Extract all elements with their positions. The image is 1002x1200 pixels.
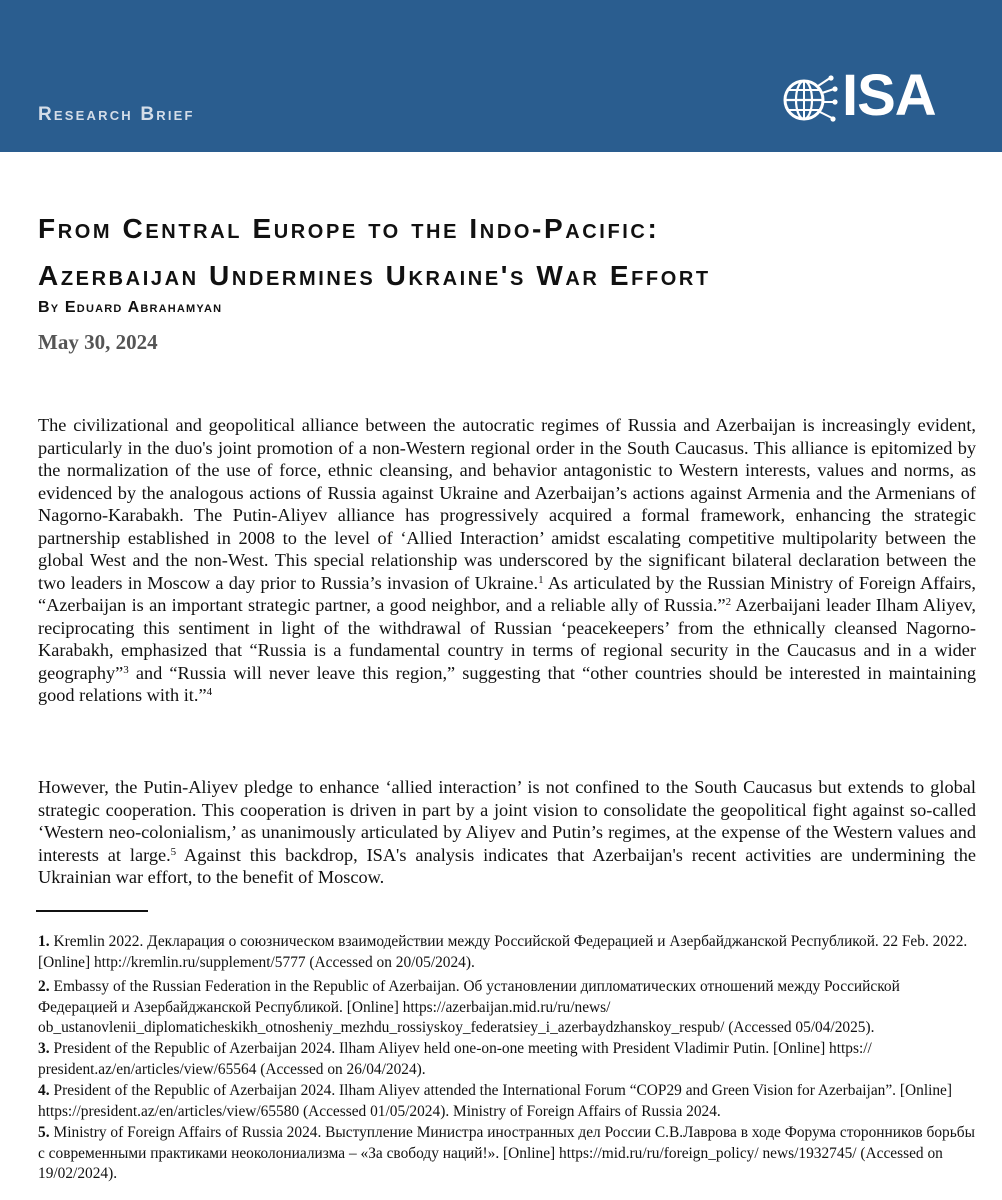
footnote-ref-3[interactable]: 3 <box>123 663 129 676</box>
footnote-3 <box>38 1039 978 1080</box>
footnote-number: 4. <box>38 1082 50 1099</box>
globe-circuit-icon <box>780 74 838 126</box>
body-paragraph-2 <box>38 776 976 889</box>
paragraph-text: and “Russia will never leave this region,” suggesting that “other countries should be interested in maintaining good relations with it.” <box>38 662 976 705</box>
footnote-1 <box>38 932 978 973</box>
paragraph-text: As articulated by the Russian Ministry of Foreign Affairs, “Azerbaijan is an important strategic partner, a good neighbor, and a reliable ally of Russia.” <box>38 572 976 615</box>
publication-date: May 30, 2024 <box>38 330 158 354</box>
title-line-2: Azerbaijan Undermines Ukraine's War Effort <box>38 260 711 291</box>
paragraph-text: Azerbaijani leader Ilham Aliyev, reciprocating this sentiment in light of the withdrawal of Russian ‘peacekeepers’ from the ethnically cleansed Nagorno-Karabakh, emphasized that “Russia is a fundamental country in terms of regional security in the Caucasus and in a wider geography” <box>38 595 976 683</box>
footnote-divider <box>36 910 148 912</box>
footnote-text: Embassy of the Russian Federation in the Republic of Azerbaijan. Об установлении дипломатических отношений между Российской Федерацией и Азербайджанской Республикой. [Online] https://azerbaijan.mid.ru/ru/news/ ob_ustanovlenii_diplomaticheskikh_otnosheniy_mezhdu_rossiyskoy_federatsiey_i_azerbaydzhanskoy_respub/ (Accessed 05/04/2025). <box>38 978 900 1036</box>
paragraph-text: However, the Putin-Aliyev pledge to enhance ‘allied interaction’ is not confined to the South Caucasus but extends to global strategic cooperation. This cooperation is driven in part by a joint vision to consolidate the geopolitical fight against so-called ‘Western neo-colonialism,’ as unanimously articulated by Aliyev and Putin’s regimes, at the expense of the Western values and interests at large. <box>38 777 976 865</box>
footnote-5 <box>38 1123 978 1185</box>
footnote-number: 3. <box>38 1040 50 1057</box>
footnote-number: 1. <box>38 933 50 950</box>
footnote-ref-2[interactable]: 2 <box>725 596 732 608</box>
paragraph-text: Against this backdrop, ISA's analysis indicates that Azerbaijan's recent activities are undermining the Ukrainian war effort, to the benefit of Moscow. <box>38 844 976 887</box>
footnote-4 <box>38 1081 978 1122</box>
paragraph-text: The civilizational and geopolitical alliance between the autocratic regimes of Russia and Azerbaijan is increasingly evident, particularly in the duo's joint promotion of a non-Western regional order in the South Caucasus. This alliance is epitomized by the normalization of the use of force, ethnic cleansing, and behavior antagonistic to Western interests, values and norms, as evidenced by the analogous actions of Russia against Ukraine and Azerbaijan’s actions against Armenia and the Armenians of Nagorno-Karabakh. The Putin-Aliyev alliance has progressively acquired a formal framework, enhancing the strategic partnership established in 2008 to the level of ‘Allied Interaction’ amidst escalating competitive multipolarity between the global West and the non-West. This special relationship was underscored by the significant bilateral declaration between the two leaders in Moscow a day prior to Russia’s invasion of Ukraine. <box>38 415 976 593</box>
footnote-number: 5. <box>38 1124 50 1141</box>
logo-wordmark: ISA <box>842 63 936 128</box>
author-byline: By Eduard Abrahamyan <box>38 299 223 316</box>
footnote-number: 2. <box>38 978 50 995</box>
footnote-text: President of the Republic of Azerbaijan 2024. Ilham Aliyev held one-on-one meeting with President Vladimir Putin. [Online] https:// president.az/en/articles/view/65564 (Accessed on 26/04/2024). <box>38 1040 872 1078</box>
footnote-ref-4[interactable]: 4 <box>206 686 213 698</box>
footnote-ref-5[interactable]: 5 <box>170 845 177 858</box>
footnote-ref-1[interactable]: 1 <box>538 573 544 586</box>
footnote-text: Ministry of Foreign Affairs of Russia 2024. Выступление Министра иностранных дел России С.В.Лаврова в ходе Форума сторонников борьбы с современными практиками неоколониализма – «За свободу наций!». [Online] https://mid.ru/ru/foreign_policy/ news/1932745/ (Accessed on 19/02/2024). <box>38 1124 975 1182</box>
footnote-text: President of the Republic of Azerbaijan 2024. Ilham Aliyev attended the International Forum “COP29 and Green Vision for Azerbaijan”. [Online] https://president.az/en/articles/view/65580 (Accessed 01/05/2024). Ministry of Foreign Affairs of Russia 2024. <box>38 1082 953 1120</box>
footnote-text: Kremlin 2022. Декларация о союзническом взаимодействии между Российской Федерацией и Азербайджанской Республикой. 22 Feb. 2022. [Online] http://kremlin.ru/supplement/5777 (Accessed on 20/05/2024). <box>38 933 968 971</box>
document-type-label: Research Brief <box>38 104 195 125</box>
header-band <box>0 0 1002 152</box>
article-title <box>38 205 968 299</box>
title-line-1: From Central Europe to the Indo-Pacific: <box>38 213 660 244</box>
isa-logo <box>780 63 970 128</box>
footnote-2 <box>38 977 978 1039</box>
body-paragraph-1 <box>38 414 976 707</box>
